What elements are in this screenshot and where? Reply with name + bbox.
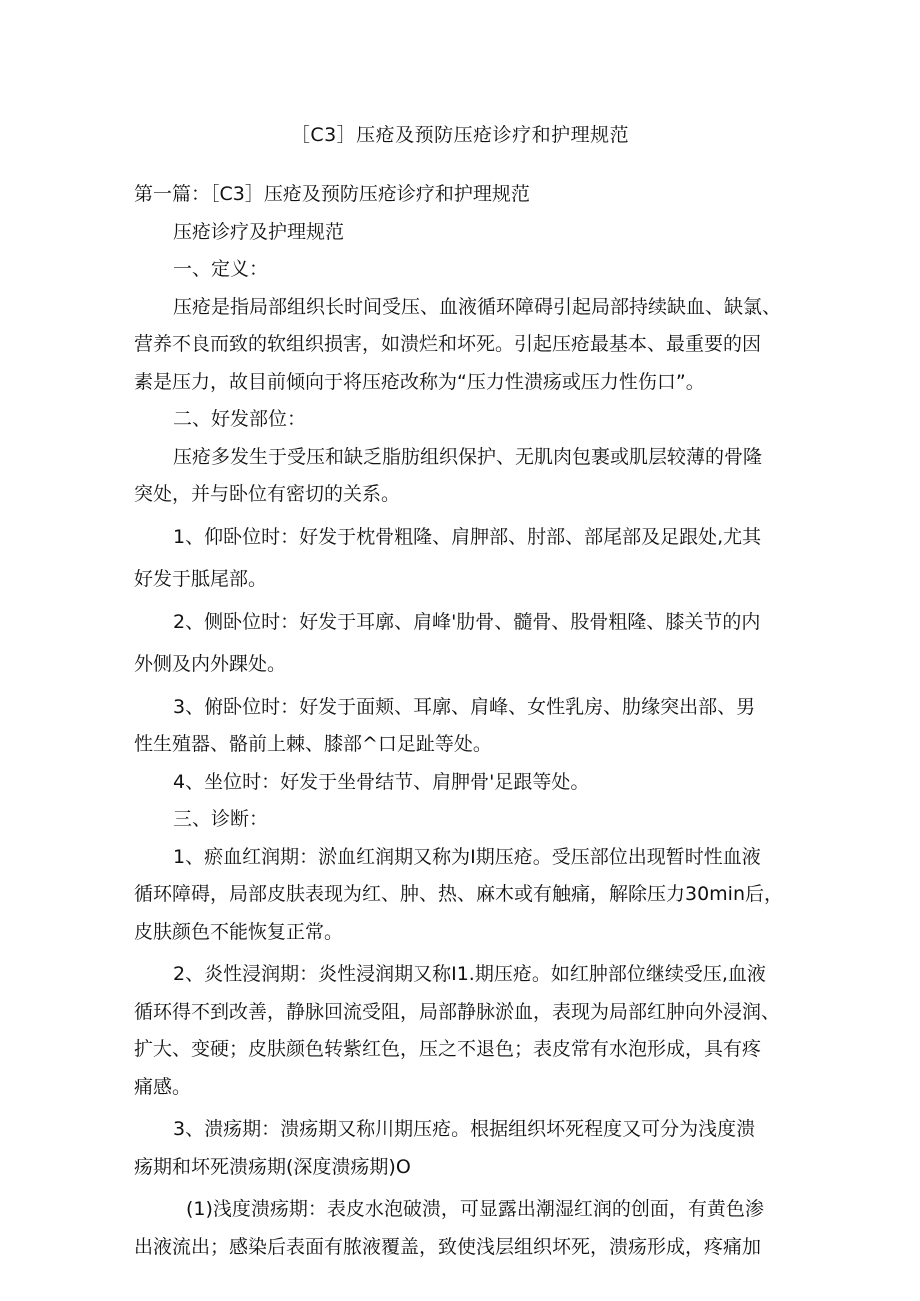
list-item-line: 2、炎性浸润期：炎性浸润期又称I1.期压疮。如红肿部位继续受压,血液 — [173, 963, 766, 985]
list-item-line: 1、瘀血红润期：淤血红润期又称为I期压疮。受压部位出现暂时性血液 — [173, 845, 761, 868]
heading-sites: 二、好发部位： — [173, 408, 307, 430]
chapter-heading: 第一篇：［C3］压疮及预防压疮诊疗和护理规范 — [134, 183, 530, 205]
paragraph-line: 循环障碍，局部皮肤表现为红、肿、热、麻木或有触痛，解除压力30min后， — [134, 883, 784, 905]
paragraph-line: 出液流出；感染后表面有脓液覆盖，致使浅层组织坏死，溃疡形成，疼痛加 — [134, 1235, 762, 1258]
list-item-line: 外侧及内外踝处。 — [134, 653, 287, 675]
list-item-line: 3、溃疡期：溃疡期又称川期压疮。根据组织坏死程度又可分为浅度溃 — [173, 1118, 756, 1140]
paragraph-line: 扩大、变硬；皮肤颜色转紫红色，压之不退色；表皮常有水泡形成，具有疼 — [134, 1038, 762, 1060]
heading-diagnosis: 三、诊断： — [173, 808, 269, 830]
paragraph-line: 突处，并与卧位有密切的关系。 — [134, 483, 401, 505]
paragraph-line: 循环得不到改善，静脉回流受阻，局部静脉淤血，表现为局部红肿向外浸润、 — [134, 1000, 781, 1023]
list-item-line: 好发于胝尾部。 — [134, 568, 268, 590]
document-title: ［C3］压疮及预防压疮诊疗和护理规范 — [290, 124, 630, 146]
paragraph-line: 营养不良而致的软组织损害，如溃烂和坏死。引起压疮最基本、最重要的因 — [134, 333, 762, 355]
paragraph-line: 皮肤颜色不能恢复正常。 — [134, 920, 344, 943]
list-item-line: 4、坐位时：好发于坐骨结节、肩胛骨'足跟等处。 — [173, 770, 590, 793]
list-item-line: 3、俯卧位时：好发于面颊、耳廓、肩峰、女性乳房、肋缘突出部、男 — [173, 695, 756, 718]
paragraph-line: 素是压力，故目前倾向于将压疮改称为“压力性溃疡或压力性伤口”。 — [134, 370, 705, 393]
sub-item-line: (1)浅度溃疡期：表皮水泡破溃，可显露出潮湿红润的创面，有黄色渗 — [186, 1198, 764, 1220]
document-body — [134, 176, 798, 1266]
list-item-line: 2、侧卧位时：好发于耳廓、肩峰'肋骨、髓骨、股骨粗隆、膝关节的内 — [173, 610, 761, 633]
paragraph-line: 压疮多发生于受压和缺乏脂肪组织保护、无肌肉包裹或肌层较薄的骨隆 — [173, 445, 763, 468]
list-item-line: 性生殖器、骼前上棘、膝部^口足趾等处。 — [134, 733, 492, 755]
heading-definition: 一、定义： — [173, 258, 269, 280]
paragraph-line: 压疮是指局部组织长时间受压、血液循环障碍引起局部持续缺血、缺氯、 — [173, 295, 782, 318]
paragraph-line: 痛感。 — [134, 1075, 192, 1098]
list-item-line: 1、仰卧位时：好发于枕骨粗隆、肩胛部、肘部、部尾部及足跟处,尤其 — [173, 525, 762, 548]
paragraph-line: 疡期和坏死溃疡期(深度溃疡期)O — [134, 1155, 411, 1178]
section-title: 压疮诊疗及护理规范 — [173, 220, 345, 243]
